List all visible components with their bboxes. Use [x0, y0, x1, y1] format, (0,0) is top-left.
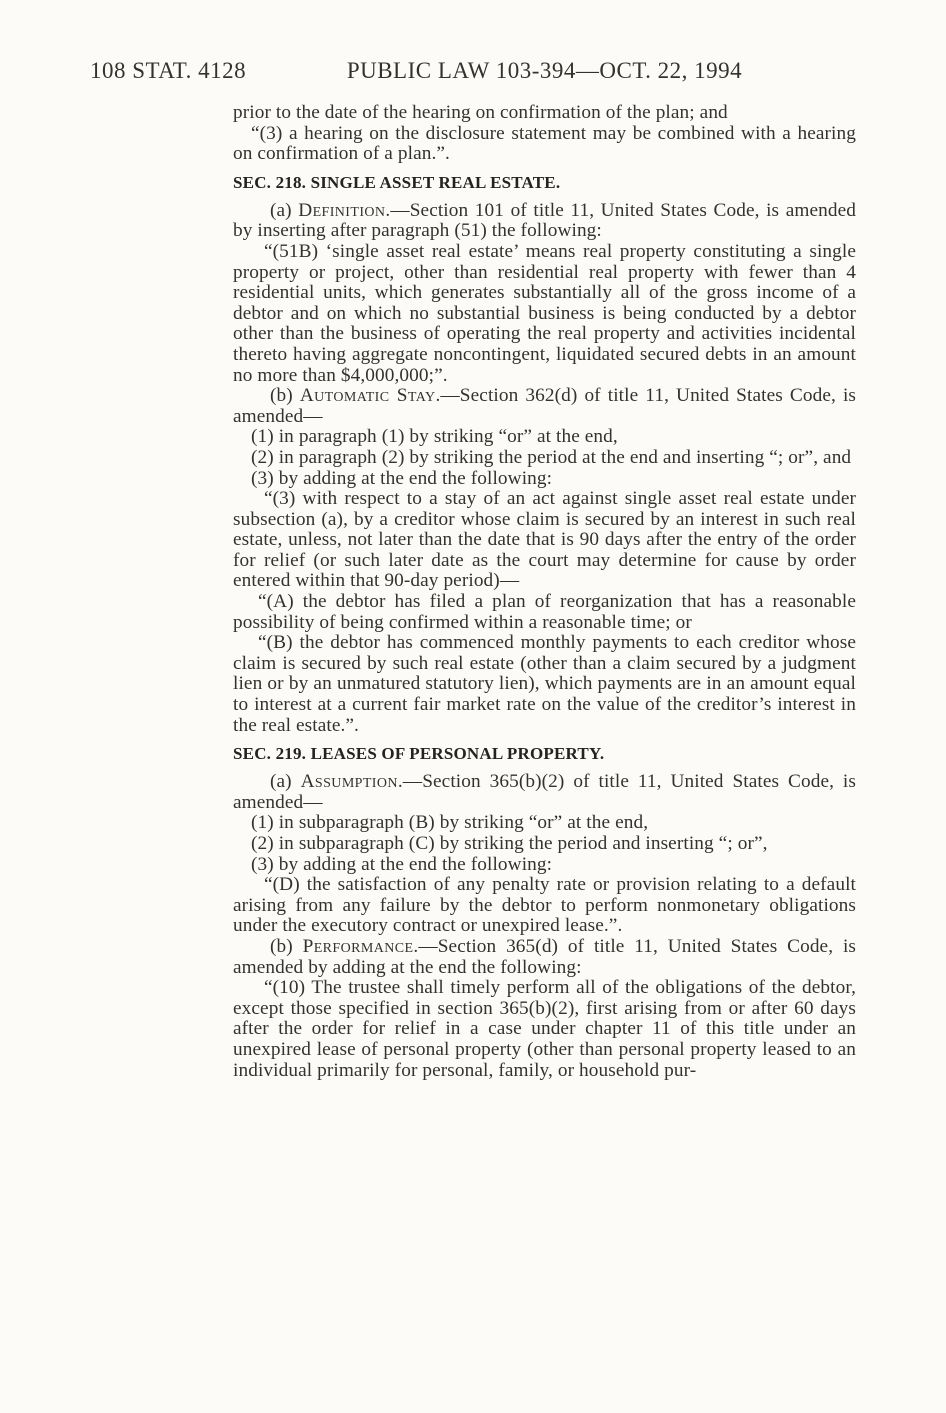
text-run: “(D) the satisfaction of any penalty rate or provision relating to a default arising from any failure by the debtor to perform nonmonetary obligations under the executory contract or unexpired lease.”. — [233, 874, 856, 937]
section-heading: SEC. 219. LEASES OF PERSONAL PROPERTY. — [233, 744, 605, 764]
text-run: (1) in paragraph (1) by striking “or” at the end, — [251, 426, 618, 448]
paragraph — [233, 633, 856, 736]
paragraph — [233, 469, 856, 490]
text-run: .—Section 365(d) of title 11, United States Code, is amended by adding at the end the following: — [233, 935, 857, 978]
small-caps-term: Assumption — [300, 771, 398, 793]
page-header — [0, 58, 946, 92]
text-run: (2) in subparagraph (C) by striking the period and inserting “; or”, — [251, 833, 768, 854]
paragraph — [233, 201, 856, 242]
text-run: (1) in subparagraph (B) by striking “or” at the end, — [251, 812, 649, 834]
paragraph — [233, 427, 856, 448]
text-run: (a) — [270, 199, 299, 221]
text-run: (b) — [270, 935, 303, 957]
paragraph — [233, 772, 856, 813]
text-run: “(A) the debtor has filed a plan of reorganization that has a reasonable possibility of being confirmed within a reasonable time; or — [233, 591, 856, 633]
paragraph — [233, 813, 856, 834]
small-caps-term: Definition — [298, 199, 386, 221]
paragraph — [233, 592, 856, 633]
small-caps-term: Automatic Stay — [299, 385, 436, 407]
text-run: (3) by adding at the end the following: — [251, 467, 553, 489]
paragraph — [233, 448, 856, 469]
text-run: .—Section 362(d) of title 11, United States Code, is amended— — [233, 385, 857, 427]
text-run: (2) in paragraph (2) by striking the period at the end and inserting “; or”, and — [251, 446, 852, 468]
public-law-running-title: PUBLIC LAW 103-394—OCT. 22, 1994 — [346, 58, 743, 83]
text-run: “(10) The trustee shall timely perform all of the obligations of the debtor, except those specified in section 365(b)(2), first arising from or after 60 days after the order for relief in a case under chapter 11 of this title under an unexpired lease of personal property (other than personal property leased to an individual primarily for personal, family, or household pur- — [233, 977, 856, 1081]
text-run: “(51B) ‘single asset real estate’ means real property constituting a single property or project, other than residential real property with fewer than 4 residential units, which generates substantially all of the gross income of a debtor and on which no substantial business is being conducted by a debtor other than the business of operating the real property and activities incidental thereto having aggregate noncontingent, liquidated secured debts in an amount no more than $4,000,000;”. — [233, 240, 856, 386]
paragraph — [233, 937, 856, 978]
paragraph — [233, 103, 856, 124]
paragraph — [233, 875, 856, 937]
text-run: (a) — [270, 771, 301, 793]
small-caps-term: Performance — [302, 935, 414, 957]
paragraph — [233, 386, 856, 427]
text-run: (3) by adding at the end the following: — [251, 853, 553, 875]
section-heading: SEC. 218. SINGLE ASSET REAL ESTATE. — [233, 172, 561, 192]
paragraph — [233, 242, 856, 386]
paragraph — [233, 489, 856, 592]
page-body — [233, 103, 856, 1081]
text-run: .—Section 365(b)(2) of title 11, United States Code, is amended— — [233, 771, 856, 813]
paragraph — [233, 978, 856, 1081]
text-run: “(3) with respect to a stay of an act against single asset real estate under subsection (a), by a creditor whose claim is secured by an interest in such real estate, unless, not later than the date that is 90 days after the entry of the order for relief (or such later date as the court may determine for cause by order entered within that 90-day period)— — [233, 488, 856, 592]
paragraph — [233, 855, 856, 876]
text-run: “(3) a hearing on the disclosure statement may be combined with a hearing on confirmation of a plan.”. — [233, 122, 856, 165]
text-run: (b) — [270, 385, 300, 407]
text-run: “(B) the debtor has commenced monthly payments to each creditor whose claim is secured by such real estate (other than a claim secured by a judgment lien or by an unmatured statutory lien), which payments are in an amount equal to interest at a current fair market rate on the value of the creditor’s interest in the real estate.”. — [233, 632, 856, 736]
paragraph — [233, 834, 856, 855]
paragraph — [233, 124, 856, 165]
text-run: prior to the date of the hearing on confirmation of the plan; and — [233, 102, 728, 123]
text-run: .—Section 101 of title 11, United States Code, is amended by inserting after paragraph (51) the following: — [233, 199, 856, 242]
stat-page-number: 108 STAT. 4128 — [90, 58, 247, 83]
